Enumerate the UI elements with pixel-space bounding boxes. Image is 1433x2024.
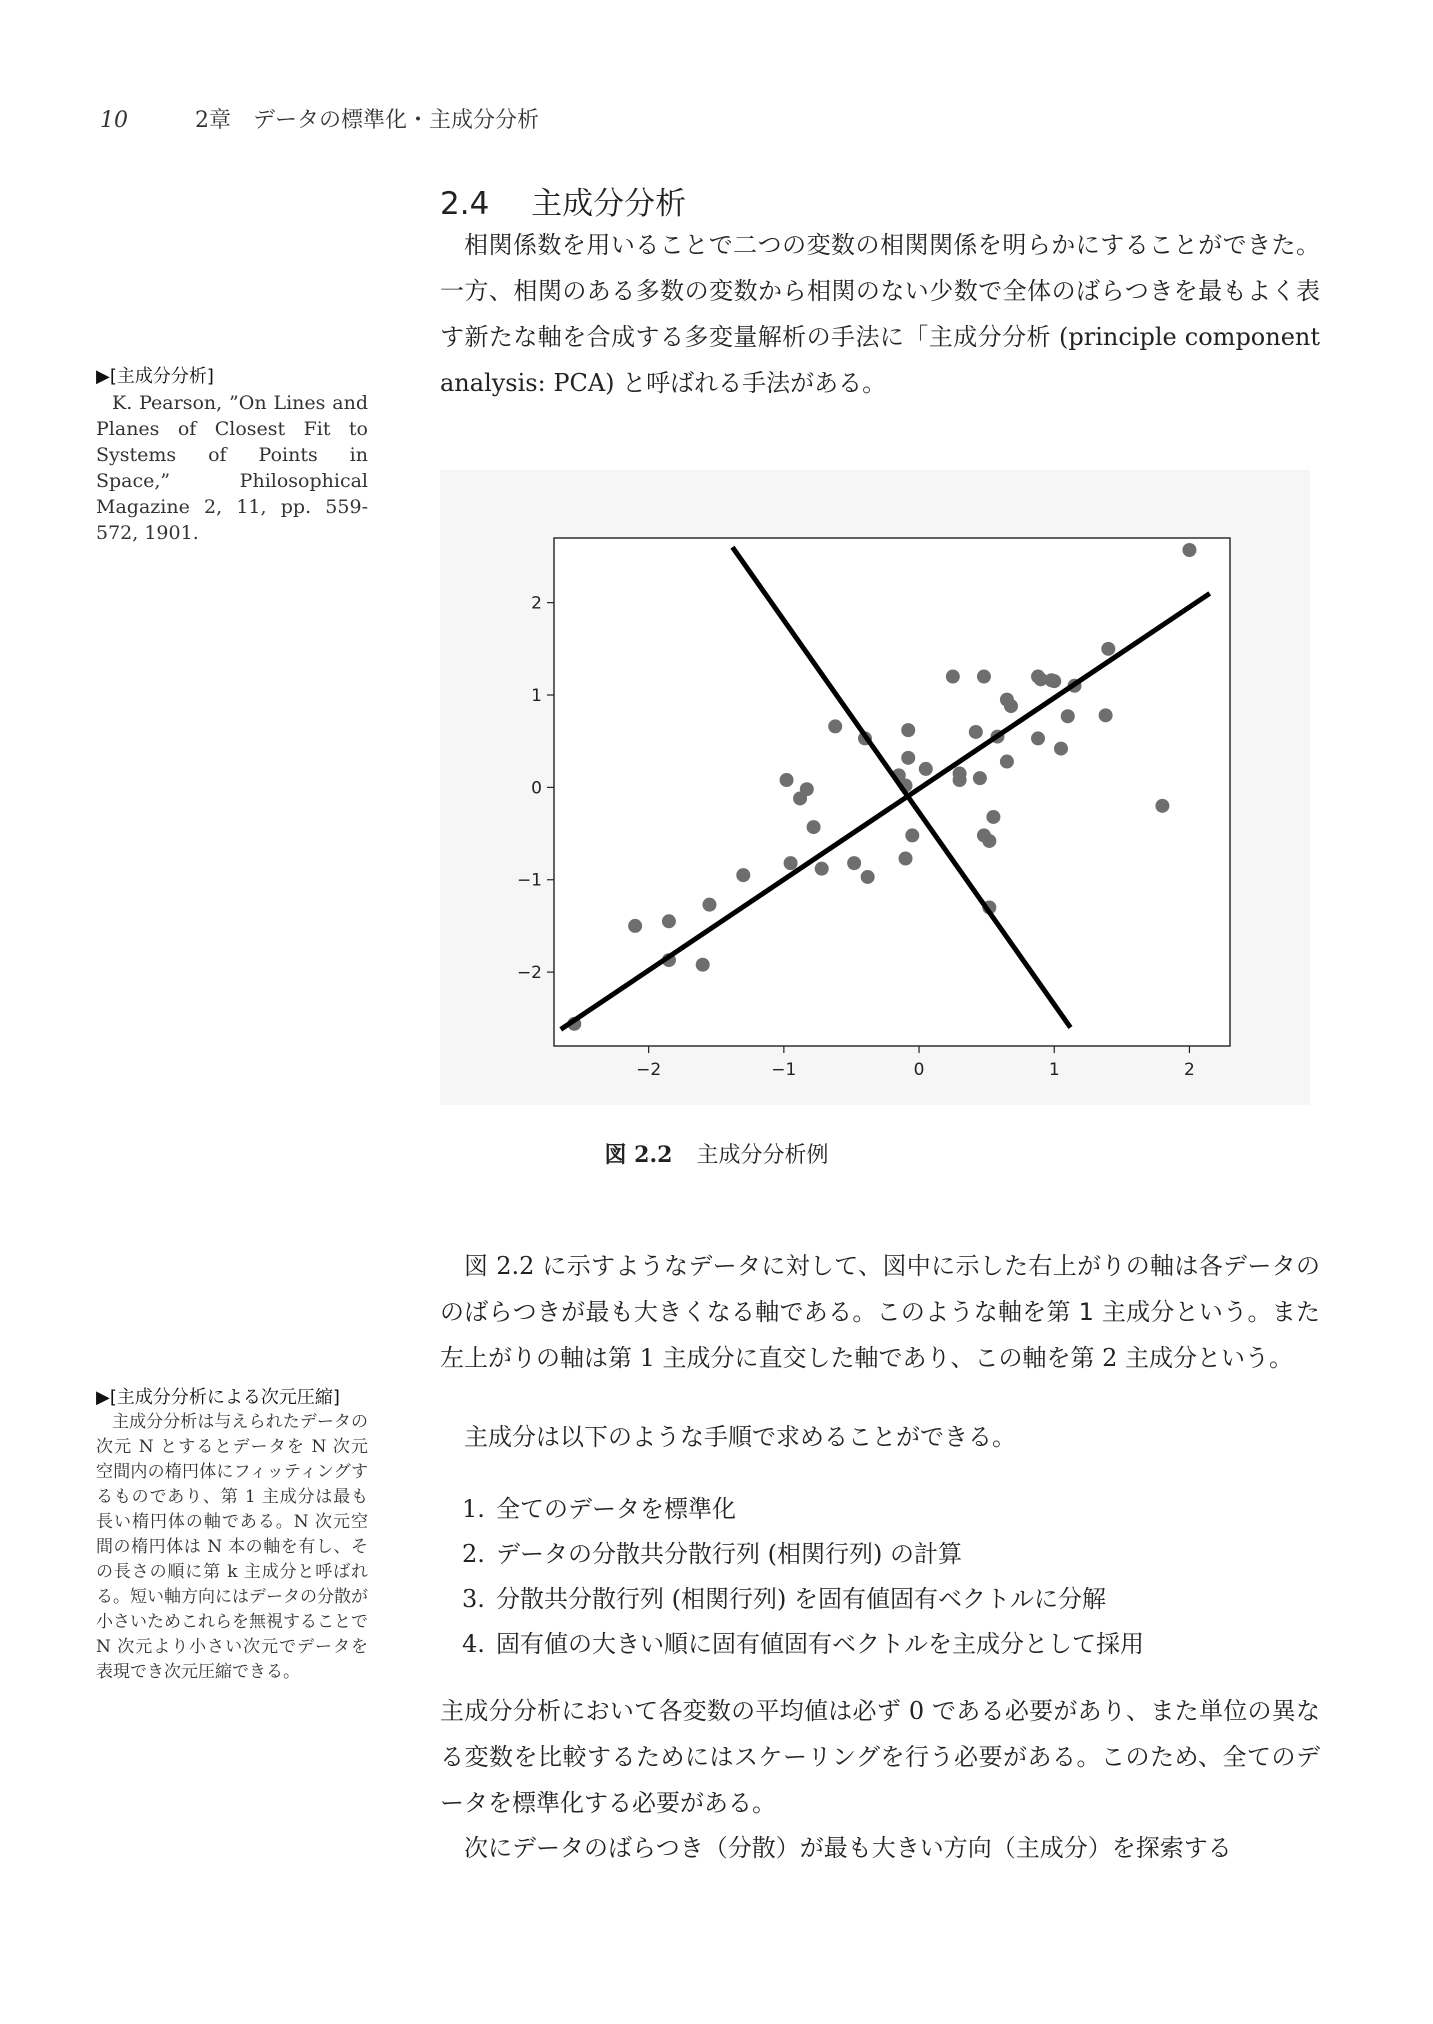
data-point [977,670,991,684]
data-point [1004,699,1018,713]
data-point [973,771,987,785]
data-point [807,820,821,834]
paragraph-variance: 次にデータのばらつき（分散）が最も大きい方向（主成分）を探索する [464,1834,1232,1862]
data-point [1000,755,1014,769]
x-tick-label: −1 [771,1060,797,1080]
term-pca: 主成分分析 [928,323,1051,351]
data-point [702,898,716,912]
data-point [953,773,967,787]
data-point [901,723,915,737]
x-tick-label: −2 [636,1060,662,1080]
figure-pca-example [440,470,1310,1105]
caption-text: 主成分分析例 [696,1143,829,1168]
term-dimension-reduction: 次元圧縮 [164,1662,232,1682]
data-point [1047,674,1061,688]
running-header [100,103,539,134]
data-point [861,870,875,884]
p2-text-b: という。また左上がりの軸は第 1 主成分に直交した軸であり、この軸を第 2 主成分という。 [440,1298,1321,1372]
data-point [662,914,676,928]
intro-text-b: (principle component analysis: PCA) と呼ばれる手法がある。 [440,323,1321,397]
sidenote2-tag: ▶[主成分分析による次元圧縮] [96,1387,340,1408]
data-point [1099,708,1113,722]
paragraph-intro [440,222,1320,406]
data-point [919,762,933,776]
procedure-list [462,1487,1144,1667]
data-point [828,719,842,733]
x-tick-label: 2 [1184,1060,1195,1080]
term-first-component: 第 1 主成分 [1046,1298,1175,1326]
paragraph-first-component [440,1243,1320,1381]
data-point [696,958,710,972]
scatter-chart [440,470,1310,1105]
sidenote2-body [96,1410,368,1685]
section-title: 主成分分析 [531,186,687,222]
data-point [1182,543,1196,557]
data-point [986,810,1000,824]
sidenote2-text-a: 主成分分析は与えられたデータの次元 N とするとデータを N 次元空間内の楕円体にフィッティングするものであり、第 1 主成分は最も長い楕円体の軸である。N 次元空間の楕円体は N 本の軸を有し、その長さの順に第 k 主成分と呼ばれる。短い軸方向にはデータの分散が小さいためこれらを無視することで N 次元より小さい次元でデータを表現でき [96,1412,368,1682]
sidenote-dimension-reduction [96,1385,368,1685]
caption-label: 図 2.2 [604,1142,673,1168]
data-point [1101,642,1115,656]
x-tick-label: 0 [913,1060,925,1080]
y-tick-label: 0 [531,778,542,799]
data-point [736,868,750,882]
data-point [1054,742,1068,756]
sidenote-pearson [96,364,368,546]
data-point [815,862,829,876]
data-point [899,852,913,866]
data-point [780,773,794,787]
data-point [1155,799,1169,813]
p2-text-a: 図 2.2 に示すようなデータに対して、図中に示した右上がりの軸は各データののばらつきが最も大きくなる軸である。このような軸を [440,1252,1320,1326]
data-point [982,834,996,848]
list-item: 2. データの分散共分散行列 (相関行列) の計算 [462,1540,962,1568]
sidenote-body: K. Pearson, ”On Lines and Planes of Closest Fit to Systems of Points in Space,” Philosophical Magazine 2, 11, pp. 559-572, 1901. [96,392,368,544]
data-point [901,751,915,765]
paragraph-procedure-intro: 主成分は以下のような手順で求めることができる。 [464,1423,1016,1451]
data-point [1061,709,1075,723]
figure-caption [0,1138,1433,1169]
data-point [946,670,960,684]
paragraph-standardization: 主成分分析において各変数の平均値は必ず 0 である必要があり、また単位の異なる変数を比較するためにはスケーリングを行う必要がある。このため、全てのデータを標準化する必要がある。 [440,1697,1320,1817]
intro-text-a: 相関係数を用いることで二つの変数の相関関係を明らかにすることができた。一方、相関のある多数の変数から相関のない少数で全体のばらつきを最もよく表す新たな軸を合成する多変量解析の手法に「 [440,231,1320,351]
data-point [847,856,861,870]
list-item: 1. 全てのデータを標準化 [462,1495,736,1523]
y-tick-label: −1 [516,870,542,891]
sidenote2-text-b: できる。 [232,1662,300,1682]
data-point [969,725,983,739]
data-point [784,856,798,870]
x-tick-label: 1 [1048,1060,1060,1080]
sidenote-tag: ▶[主成分分析] [96,366,214,387]
section-heading [440,178,686,223]
data-point [628,919,642,933]
data-point [905,828,919,842]
section-number: 2.4 [440,186,490,222]
list-item: 4. 固有値の大きい順に固有値固有ベクトルを主成分として採用 [462,1630,1144,1658]
data-point [800,782,814,796]
y-tick-label: −2 [516,963,542,984]
y-tick-label: 2 [531,593,542,614]
plot-frame [554,538,1230,1046]
y-tick-label: 1 [531,686,542,707]
list-item: 3. 分散共分散行列 (相関行列) を固有値固有ベクトルに分解 [462,1585,1106,1613]
data-point [1031,731,1045,745]
chapter-title: 2章 データの標準化・主成分分析 [195,108,539,133]
page-number: 10 [100,108,128,133]
